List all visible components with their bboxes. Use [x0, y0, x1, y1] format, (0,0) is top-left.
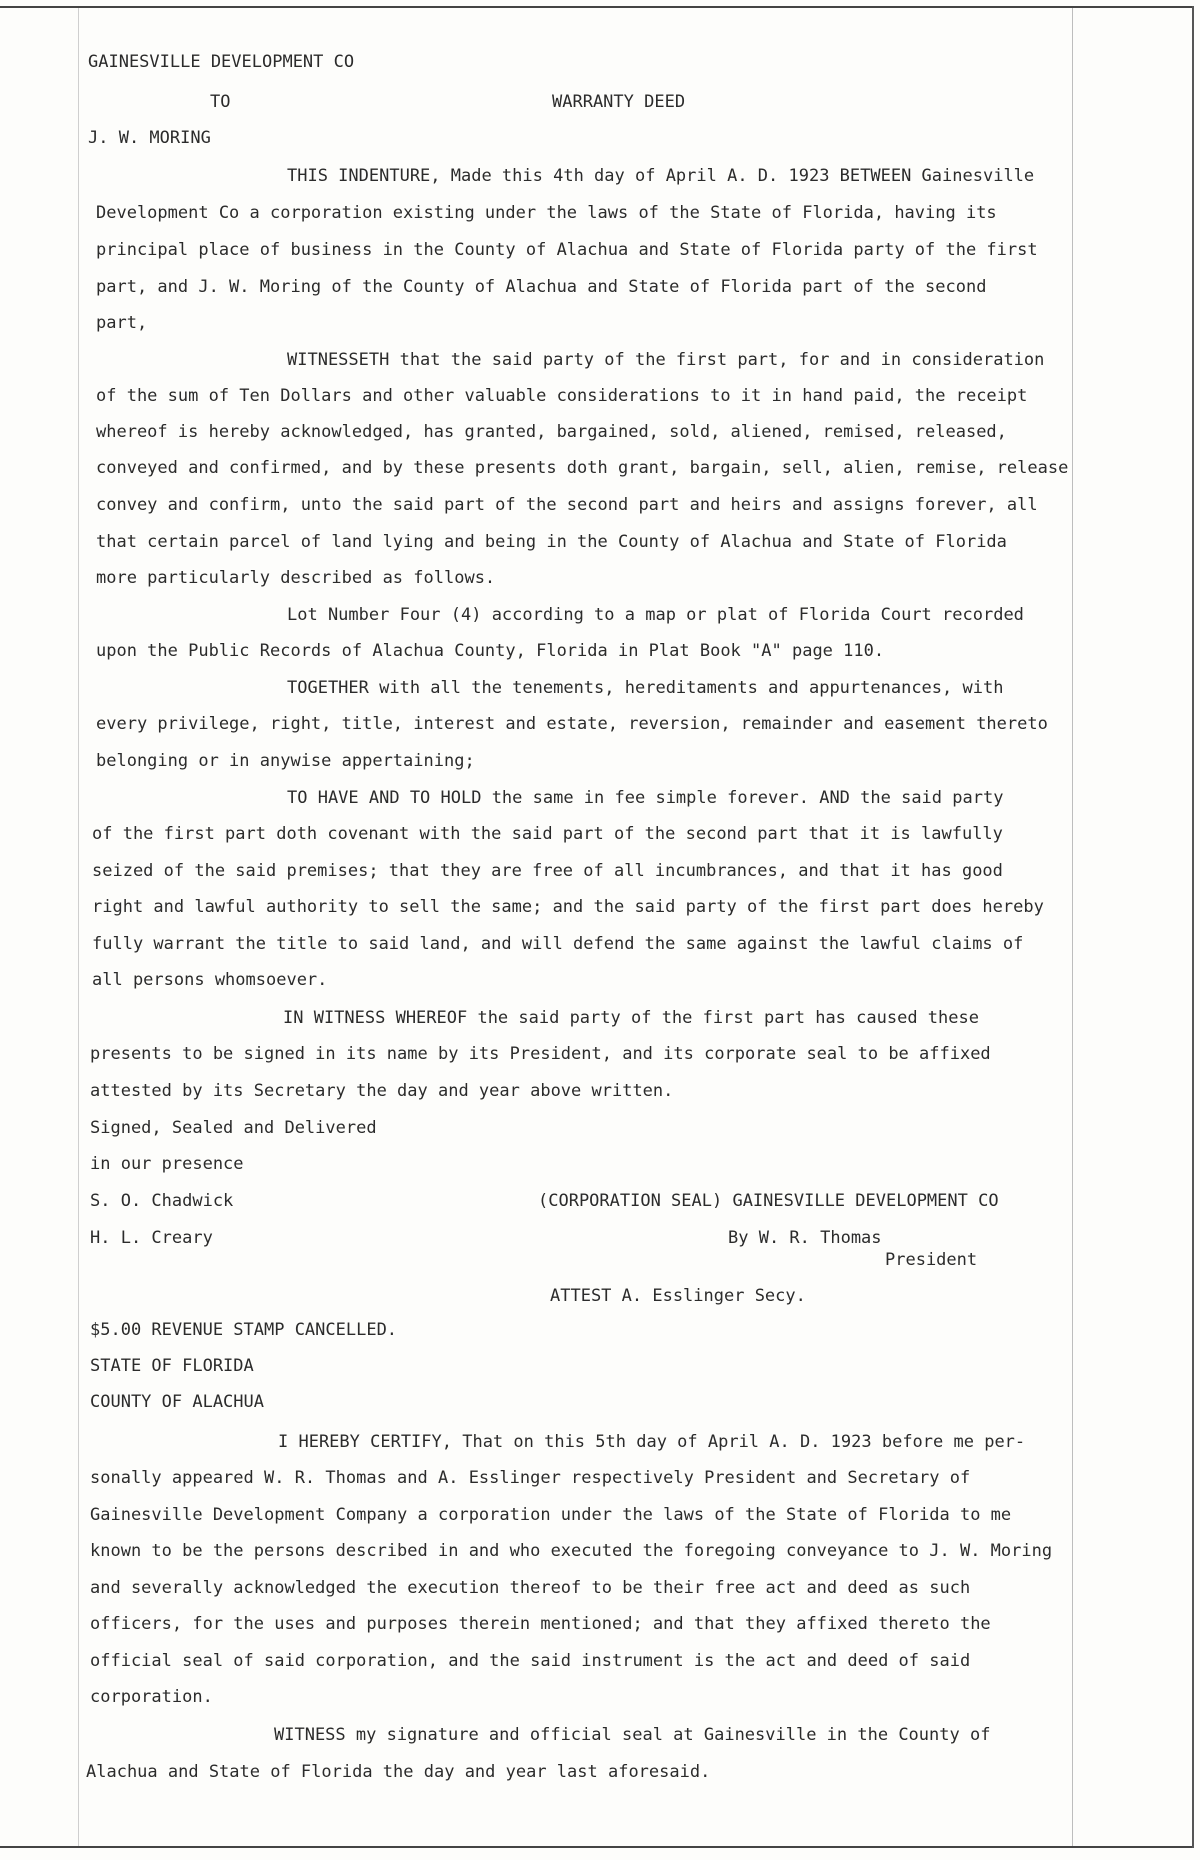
body-line: attested by its Secretary the day and year above written.	[90, 1081, 674, 1101]
body-line: part, and J. W. Moring of the County of Alachua and State of Florida part of the second	[96, 277, 987, 297]
signer-title: President	[885, 1250, 978, 1270]
venue-state: STATE OF FLORIDA	[90, 1356, 254, 1376]
body-line: part,	[96, 313, 148, 333]
body-line: TO HAVE AND TO HOLD the same in fee simple forever. AND the said party	[287, 788, 1004, 808]
body-line: every privilege, right, title, interest and estate, reversion, remainder and easement thereto	[96, 714, 1048, 734]
signer-name: By W. R. Thomas	[728, 1228, 882, 1248]
top-border-line	[0, 6, 1192, 8]
body-line: all persons whomsoever.	[92, 970, 328, 990]
attest-line: ATTEST A. Esslinger Secy.	[550, 1286, 806, 1306]
body-line: belonging or in anywise appertaining;	[96, 751, 475, 771]
body-line: convey and confirm, unto the said part of the second part and heirs and assigns forever, all	[96, 495, 1038, 515]
legal-description-line: Lot Number Four (4) according to a map or plat of Florida Court recorded	[287, 605, 1024, 625]
document-title: WARRANTY DEED	[552, 92, 686, 112]
left-margin-line	[78, 8, 79, 1846]
witness-name: S. O. Chadwick	[90, 1191, 234, 1211]
body-line: whereof is hereby acknowledged, has granted, bargained, sold, aliened, remised, released,	[96, 422, 1007, 442]
corporation-seal-line: (CORPORATION SEAL) GAINESVILLE DEVELOPMENT CO	[538, 1191, 999, 1211]
acknowledgment-line: official seal of said corporation, and the said instrument is the act and deed of said	[90, 1651, 971, 1671]
body-line: TOGETHER with all the tenements, hereditaments and appurtenances, with	[287, 678, 1004, 698]
acknowledgment-line: WITNESS my signature and official seal at Gainesville in the County of	[274, 1725, 991, 1745]
acknowledgment-line: officers, for the uses and purposes therein mentioned; and that they affixed thereto the	[90, 1614, 991, 1634]
body-line: conveyed and confirmed, and by these presents doth grant, bargain, sell, alien, remise, release	[96, 458, 1069, 478]
body-line: presents to be signed in its name by its President, and its corporate seal to be affixed	[90, 1044, 991, 1064]
legal-description-line: upon the Public Records of Alachua County, Florida in Plat Book "A" page 110.	[96, 641, 885, 661]
acknowledgment-line: corporation.	[90, 1687, 213, 1707]
bottom-border-line	[0, 1846, 1192, 1848]
body-line: Development Co a corporation existing under the laws of the State of Florida, having its	[96, 203, 997, 223]
body-line: seized of the said premises; that they are free of all incumbrances, and that it has good	[92, 861, 1003, 881]
acknowledgment-line: sonally appeared W. R. Thomas and A. Esslinger respectively President and Secretary of	[90, 1468, 971, 1488]
venue-county: COUNTY OF ALACHUA	[90, 1392, 264, 1412]
acknowledgment-line: known to be the persons described in and who executed the foregoing conveyance to J. W. Moring	[90, 1541, 1053, 1561]
body-line: of the first part doth covenant with the said part of the second part that it is lawfully	[92, 824, 1003, 844]
grantee-heading: J. W. MORING	[88, 128, 211, 148]
body-line: of the sum of Ten Dollars and other valuable considerations to it in hand paid, the receipt	[96, 386, 1028, 406]
acknowledgment-line: Gainesville Development Company a corporation under the laws of the State of Florida to me	[90, 1505, 1012, 1525]
body-line: fully warrant the title to said land, and will defend the same against the lawful claims of	[92, 934, 1024, 954]
presence-line: in our presence	[90, 1154, 244, 1174]
body-line: that certain parcel of land lying and being in the County of Alachua and State of Florida	[96, 532, 1007, 552]
acknowledgment-line: I HEREBY CERTIFY, That on this 5th day of April A. D. 1923 before me per-	[278, 1432, 1026, 1452]
revenue-stamp-note: $5.00 REVENUE STAMP CANCELLED.	[90, 1320, 398, 1340]
signed-sealed-line: Signed, Sealed and Delivered	[90, 1118, 377, 1138]
right-edge-line	[1192, 6, 1194, 1848]
witness-name: H. L. Creary	[90, 1228, 213, 1248]
body-line: THIS INDENTURE, Made this 4th day of April A. D. 1923 BETWEEN Gainesville	[287, 166, 1035, 186]
right-margin-line	[1072, 8, 1073, 1846]
body-line: principal place of business in the County of Alachua and State of Florida party of the first	[96, 240, 1038, 260]
grantor-heading: GAINESVILLE DEVELOPMENT CO	[88, 52, 355, 72]
to-heading: TO	[210, 92, 231, 112]
body-line: WITNESSETH that the said party of the first part, for and in consideration	[287, 350, 1045, 370]
body-line: IN WITNESS WHEREOF the said party of the first part has caused these	[283, 1008, 979, 1028]
acknowledgment-line: and severally acknowledged the execution thereof to be their free act and deed as such	[90, 1578, 971, 1598]
acknowledgment-line: Alachua and State of Florida the day and year last aforesaid.	[86, 1762, 711, 1782]
body-line: more particularly described as follows.	[96, 568, 496, 588]
body-line: right and lawful authority to sell the same; and the said party of the first part does hereby	[92, 897, 1044, 917]
